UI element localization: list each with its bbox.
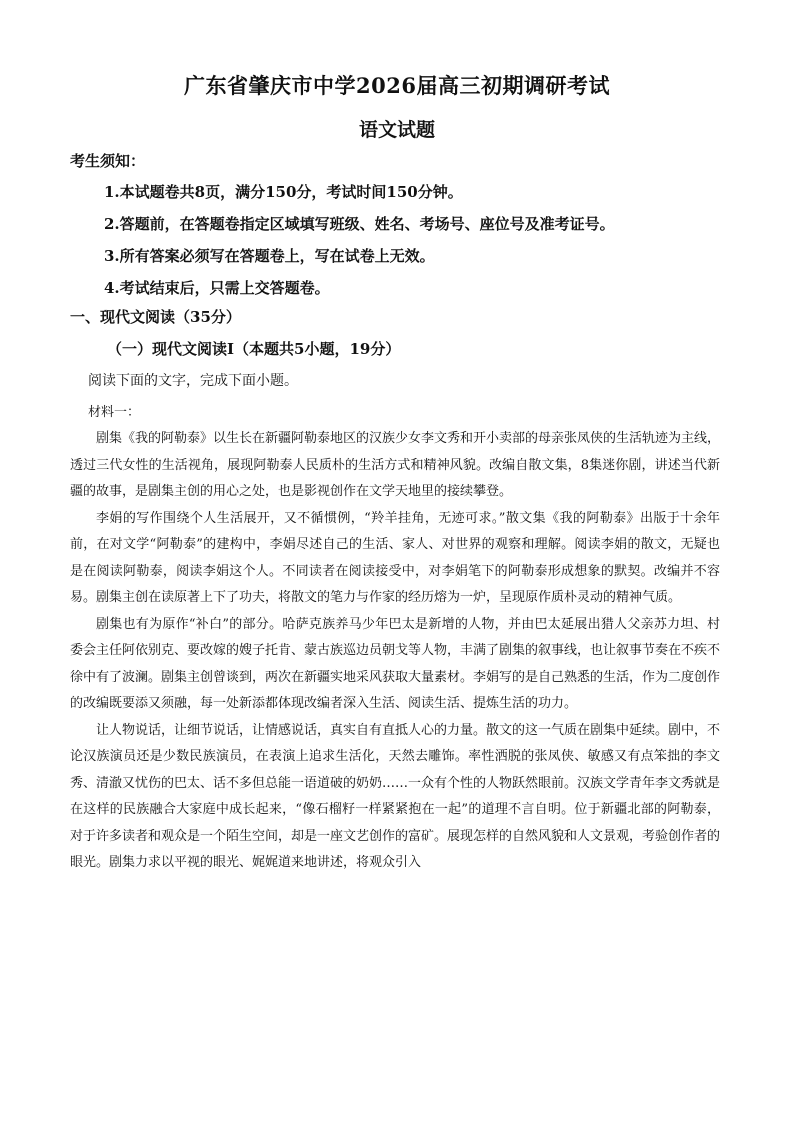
- exam-subtitle: 语文试题: [358, 119, 435, 141]
- material-label: 材料一：: [88, 405, 141, 420]
- notice-item: 2.答题前，在答题卷指定区域填写班级、姓名、考场号、座位号及准考证号。: [104, 215, 615, 233]
- notice-list: [104, 180, 744, 308]
- material-body: [70, 426, 720, 877]
- notice-heading: 考生须知：: [70, 152, 146, 170]
- reading-instruction: 阅读下面的文字，完成下面小题。: [88, 373, 298, 389]
- paragraph: 剧集也有为原作“补白”的部分。哈萨克族养马少年巴太是新增的人物，并由巴太延展出猎人父亲苏力坦、村委会主任阿依别克、要改嫁的嫂子托肯、蒙古族巡边员朝戈等人物，丰满了剧集的叙事线，也让叙事节奏在不疾不徐中有了波澜。剧集主创曾谈到，两次在新疆实地采风获取大量素材。李娟写的是自己熟悉的生活，作为二度创作的改编既要添又须融，每一处新添都体现改编者深入生活、阅读生活、提炼生活的功力。: [70, 616, 721, 711]
- notice-item: 1.本试题卷共8页，满分150分，考试时间150分钟。: [104, 183, 463, 201]
- notice-item: 4.考试结束后，只需上交答题卷。: [104, 279, 330, 297]
- paragraph: 让人物说话，让细节说话，让情感说话，真实自有直抵人心的力量。散文的这一气质在剧集中延续。剧中，不论汉族演员还是少数民族演员，在表演上追求生活化，天然去雕饰。率性洒脱的张凤侠、敏感又有点笨拙的李文秀、清澈又忧伤的巴太、话不多但总能一语道破的奶奶……一众有个性的人物跃然眼前。汉族文学青年李文秀就是在这样的民族融合大家庭中成长起来，“像石榴籽一样紧紧抱在一起”的道理不言自明。位于新疆北部的阿勒泰，对于许多读者和观众是一个陌生空间，却是一座文艺创作的富矿。展现怎样的自然风貌和人文景观，考验创作者的眼光。剧集力求以平视的眼光、娓娓道来地讲述，将观众引入: [70, 722, 721, 870]
- subsection-title: （一）现代文阅读Ⅰ（本题共5小题，19分）: [107, 340, 401, 358]
- section-title: 一、现代文阅读（35分）: [70, 308, 241, 326]
- exam-title: 广东省肇庆市中学2026届高三初期调研考试: [184, 73, 610, 98]
- paragraph: 李娟的写作围绕个人生活展开，又不循惯例，“羚羊挂角，无迹可求。”散文集《我的阿勒泰》出版于十余年前，在对文学“阿勒泰”的建构中，李娟尽述自己的生活、家人、对世界的观察和理解。阅读李娟的散文，无疑也是在阅读阿勒泰，阅读李娟这个人。不同读者在阅读接受中，对李娟笔下的阿勒泰形成想象的默契。改编并不容易。剧集主创在读原著上下了功夫，将散文的笔力与作家的经历熔为一炉，呈现原作质朴灵动的精神气质。: [70, 510, 720, 605]
- paragraph: 剧集《我的阿勒泰》以生长在新疆阿勒泰地区的汉族少女李文秀和开小卖部的母亲张凤侠的生活轨迹为主线，透过三代女性的生活视角，展现阿勒泰人民质朴的生活方式和精神风貌。改编自散文集，8集迷你剧，讲述当代新疆的故事，是剧集主创的用心之处，也是影视创作在文学天地里的接续攀登。: [70, 431, 721, 499]
- notice-item: 3.所有答案必须写在答题卷上，写在试卷上无效。: [104, 247, 435, 265]
